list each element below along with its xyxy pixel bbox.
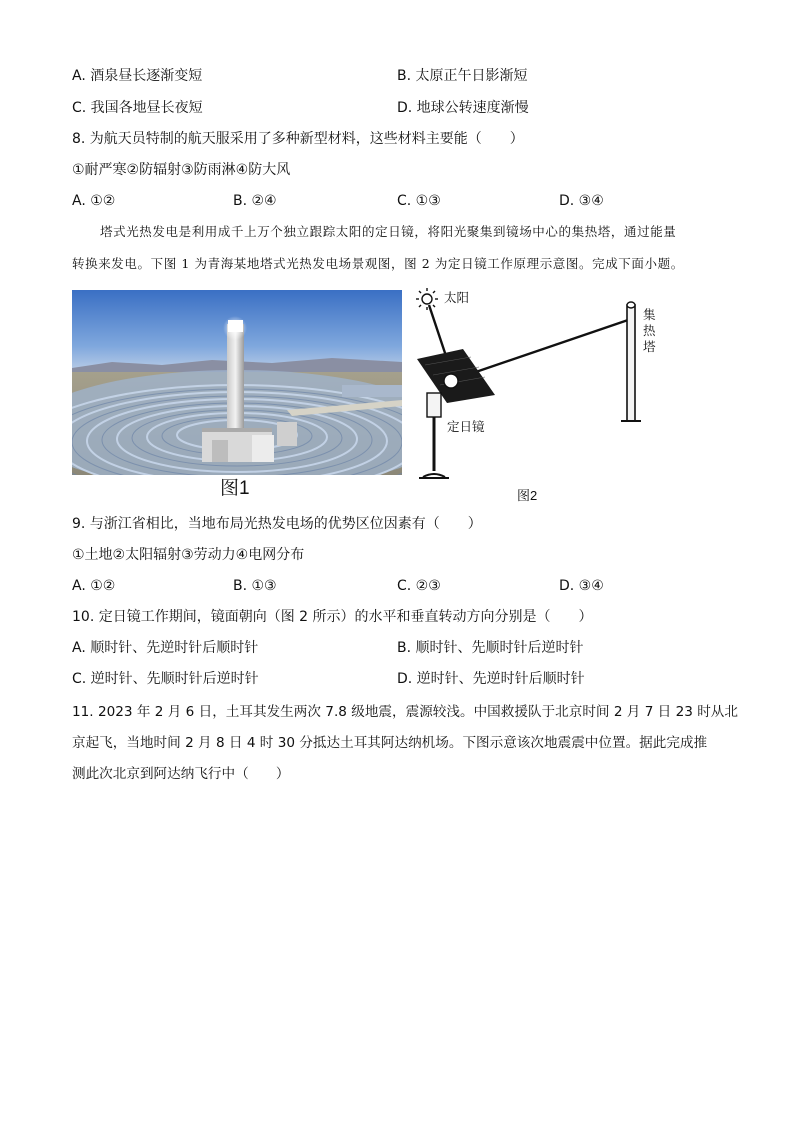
q10-option-b: B. 顺时针、先顺时针后逆时针 xyxy=(397,640,584,656)
tower-label-char-1: 集 xyxy=(643,308,656,322)
q8-option-b: B. ②④ xyxy=(233,193,277,209)
q10-option-d: D. 逆时针、先逆时针后顺时针 xyxy=(397,671,585,687)
sun-icon xyxy=(416,288,438,310)
figure-1-caption: 图1 xyxy=(220,478,250,499)
passage-line-1: 塔式光热发电是利用成千上万个独立跟踪太阳的定日镜，将阳光聚集到镜场中心的集热塔，通过能量 xyxy=(100,224,677,239)
q9-option-b: B. ①③ xyxy=(233,578,277,594)
sun-label: 太阳 xyxy=(444,291,470,305)
q11-line-3: 测此次北京到阿达纳飞行中（ ） xyxy=(72,766,290,782)
q10-option-a: A. 顺时针、先逆时针后顺时针 xyxy=(72,640,259,656)
q8-option-c: C. ①③ xyxy=(397,193,441,209)
figure-2-caption: 图2 xyxy=(517,488,538,503)
q10-option-c: C. 逆时针、先顺时针后逆时针 xyxy=(72,671,259,687)
q8-option-d: D. ③④ xyxy=(559,193,604,209)
q11-line-1: 11. 2023 年 2 月 6 日，土耳其发生两次 7.8 级地震，震源较浅。中国救援队于北京时间 2 月 7 日 23 时从北 xyxy=(72,704,738,720)
tower-label-char-3: 塔 xyxy=(643,340,656,354)
heliostat-diagram xyxy=(405,285,675,485)
solar-plant-photo xyxy=(72,290,402,475)
q7-option-d: D. 地球公转速度渐慢 xyxy=(397,100,529,116)
q9-option-a: A. ①② xyxy=(72,578,116,594)
q9-stem: 9. 与浙江省相比，当地布局光热发电场的优势区位因素有（ ） xyxy=(72,516,482,532)
q9-option-d: D. ③④ xyxy=(559,578,604,594)
q8-option-a: A. ①② xyxy=(72,193,116,209)
q8-stem: 8. 为航天员特制的航天服采用了多种新型材料，这些材料主要能（ ） xyxy=(72,131,524,147)
mirror-label: 定日镜 xyxy=(447,420,485,434)
figure-1-photo xyxy=(72,290,402,475)
q9-items: ①土地②太阳辐射③劳动力④电网分布 xyxy=(72,547,305,563)
passage-line-2: 转换来发电。下图 1 为青海某地塔式光热发电场景观图，图 2 为定日镜工作原理示意图。完成下面小题。 xyxy=(72,256,684,271)
q8-items: ①耐严寒②防辐射③防雨淋④防大风 xyxy=(72,162,291,178)
q10-stem: 10. 定日镜工作期间，镜面朝向（图 2 所示）的水平和垂直转动方向分别是（ ） xyxy=(72,609,593,625)
q11-line-2: 京起飞，当地时间 2 月 8 日 4 时 30 分抵达土耳其阿达纳机场。下图示意该次地震震中位置。据此完成推 xyxy=(72,735,708,751)
q7-option-c: C. 我国各地昼长夜短 xyxy=(72,100,203,116)
figure-2-diagram xyxy=(405,285,675,485)
tower-label-char-2: 热 xyxy=(643,324,656,338)
tower-label xyxy=(643,307,656,355)
q9-option-c: C. ②③ xyxy=(397,578,441,594)
q7-option-b: B. 太原正午日影渐短 xyxy=(397,68,528,84)
q7-option-a: A. 酒泉昼长逐渐变短 xyxy=(72,68,203,84)
